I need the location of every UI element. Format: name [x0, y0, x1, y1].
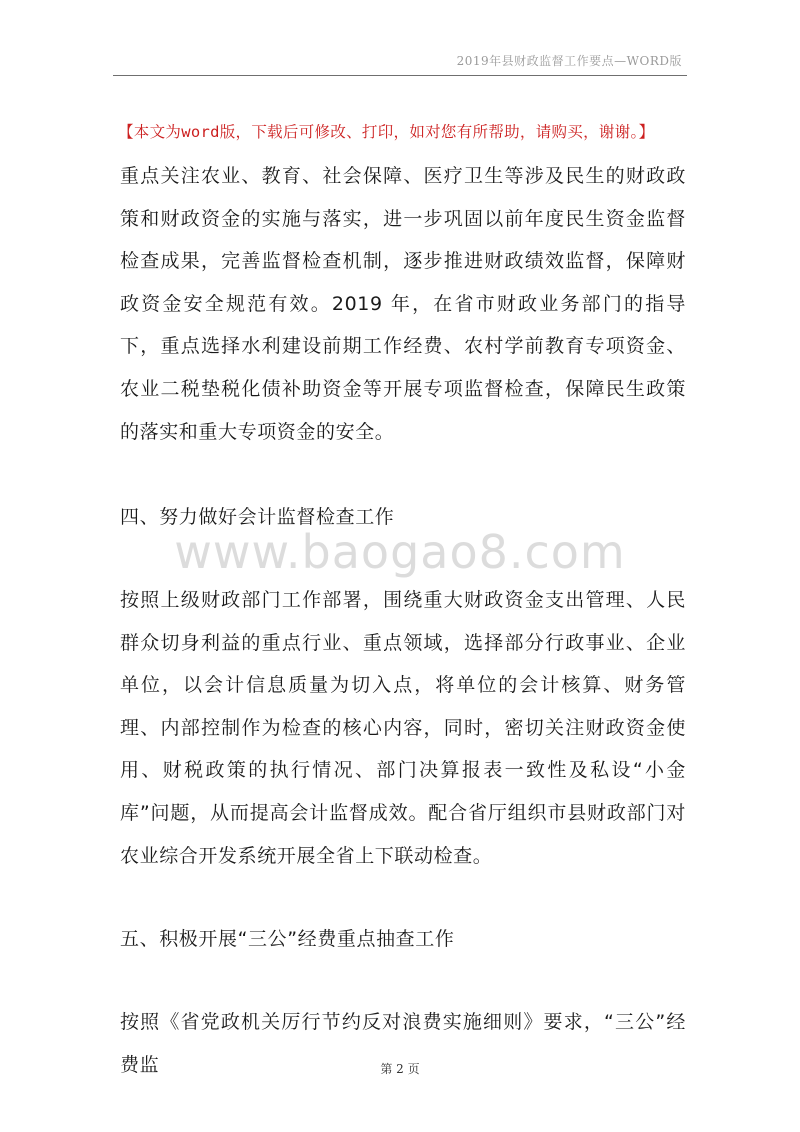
download-notice: 【本文为word版，下载后可修改、打印，如对您有所帮助，请购买，谢谢。】	[118, 123, 655, 141]
section-heading-three-public-expenses: 五、积极开展“三公”经费重点抽查工作	[120, 928, 455, 950]
paragraph-three-public-expenses: 按照《省党政机关厉行节约反对浪费实施细则》要求，“三公”经费监	[120, 1011, 686, 1076]
section-heading-accounting-supervision: 四、努力做好会计监督检查工作	[120, 506, 395, 528]
header-divider	[113, 75, 687, 76]
document-header-title: 2019年县财政监督工作要点—WORD版	[456, 54, 682, 68]
watermark-text: www.baogao8.com	[174, 525, 626, 579]
page-number: 第 2 页	[380, 1062, 420, 1076]
paragraph-livelihood-funds: 重点关注农业、教育、社会保障、医疗卫生等涉及民生的财政政策和财政资金的实施与落实，进一步巩固以前年度民生资金监督检查成果，完善监督检查机制，逐步推进财政绩效监督，保障财政资金安全规范有效。2019 年，在省市财政业务部门的指导下，重点选择水利建设前期工作经费、农村学前教育专项资金、农业二税垫税化债补助资金等开展专项监督检查，保障民生政策的落实和重大专项资金的安全。	[120, 165, 686, 443]
paragraph-accounting-inspection: 按照上级财政部门工作部署，围绕重大财政资金支出管理、人民群众切身利益的重点行业、重点领域，选择部分行政事业、企业单位，以会计信息质量为切入点，将单位的会计核算、财务管理、内部控制作为检查的核心内容，同时，密切关注财政资金使用、财税政策的执行情况、部门决算报表一致性及私设“小金库”问题，从而提高会计监督成效。配合省厅组织市县财政部门对农业综合开发系统开展全省上下联动检查。	[120, 589, 686, 867]
